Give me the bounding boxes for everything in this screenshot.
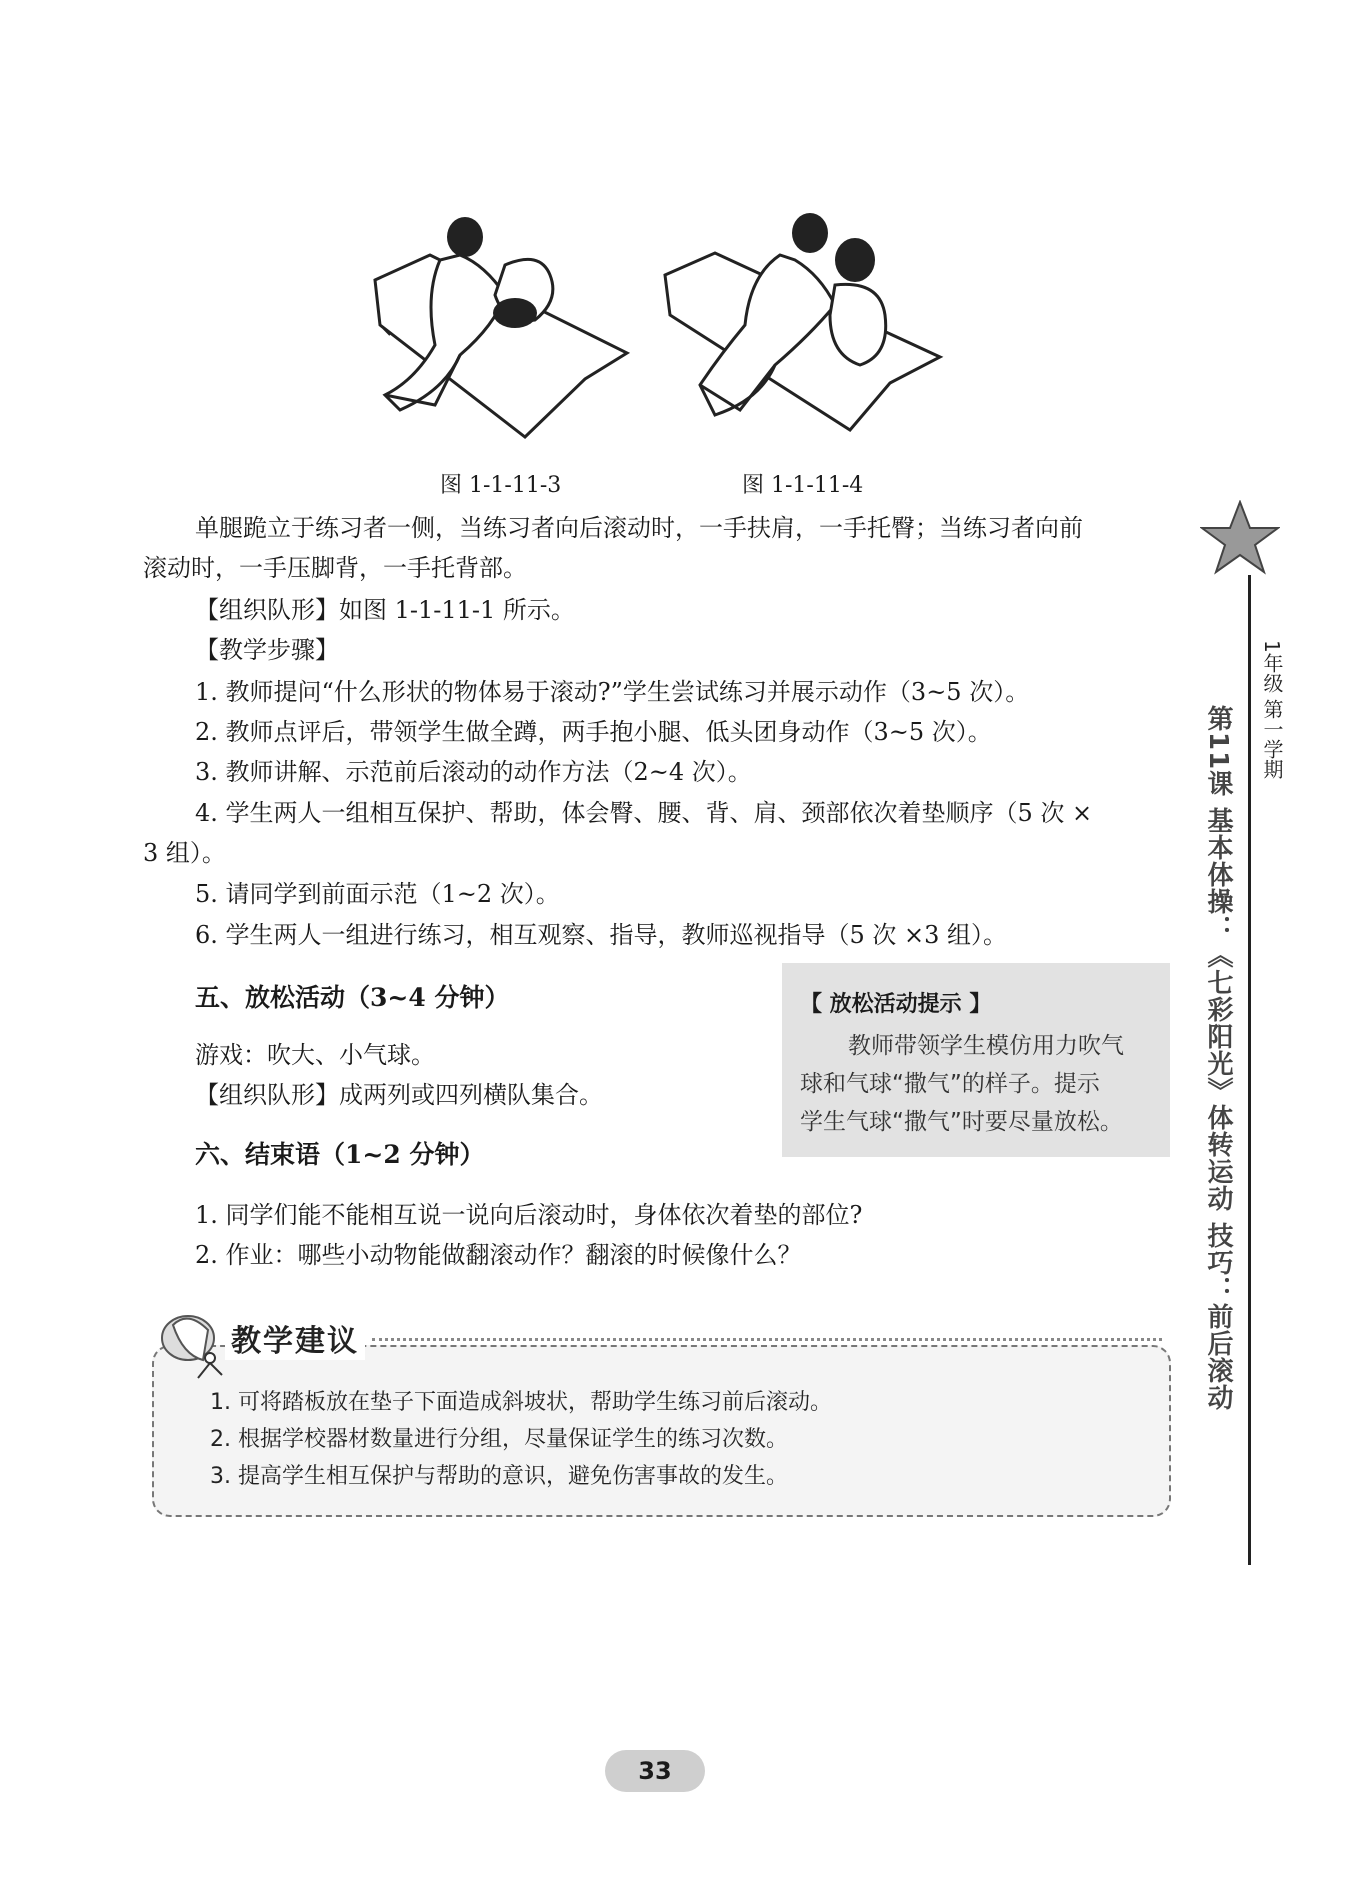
tip-line: 教师带领学生模仿用力吹气 [848, 1033, 1124, 1059]
teaching-suggestions-title: 教学建议 [225, 1316, 365, 1360]
paragraph-line: 滚动时，一手压脚背，一手托背部。 [143, 554, 527, 582]
figure-1-1-11-4 [660, 205, 950, 440]
star-icon [1200, 500, 1280, 575]
step-item: 3 组）。 [143, 839, 226, 867]
section-closing-title: 六、结束语（1~2 分钟） [195, 1140, 485, 1169]
closing-item: 2. 作业：哪些小动物能做翻滚动作？翻滚的时候像什么？ [195, 1241, 802, 1269]
tip-line: 学生气球“撒气”时要尽量放松。 [800, 1109, 1123, 1135]
suggestion-item: 2. 根据学校器材数量进行分组，尽量保证学生的练习次数。 [210, 1427, 788, 1452]
step-item: 5. 请同学到前面示范（1~2 次）。 [195, 880, 560, 908]
sidebar-grade: 1年级 第一学期 [1260, 640, 1284, 780]
step-item: 3. 教师讲解、示范前后滚动的动作方法（2~4 次）。 [195, 758, 752, 786]
tip-title: 【 放松活动提示 】 [800, 992, 992, 1017]
title-dotted-line [372, 1338, 1162, 1341]
step-item: 6. 学生两人一组进行练习，相互观察、指导，教师巡视指导（5 次 ×3 组）。 [195, 921, 1008, 949]
step-item: 4. 学生两人一组相互保护、帮助，体会臀、腰、背、肩、颈部依次着垫顺序（5 次 × [195, 799, 1093, 827]
teaching-steps-title: 【教学步骤】 [195, 636, 339, 664]
tip-line: 球和气球“撒气”的样子。提示 [800, 1071, 1100, 1097]
step-item: 2. 教师点评后，带领学生做全蹲，两手抱小腿、低头团身动作（3~5 次）。 [195, 718, 992, 746]
paragraph-line: 单腿跪立于练习者一侧，当练习者向后滚动时，一手扶肩，一手托臀；当练习者向前 [195, 514, 1083, 542]
closing-item: 1. 同学们能不能相互说一说向后滚动时，身体依次着垫的部位? [195, 1201, 863, 1229]
step-item: 1. 教师提问“什么形状的物体易于滚动?”学生尝试练习并展示动作（3~5 次）。 [195, 678, 1030, 706]
page-number: 33 [605, 1750, 705, 1792]
section-relax-title: 五、放松活动（3~4 分钟） [195, 983, 510, 1012]
sidebar-lesson: 第11课 基本体操：《七彩阳光》体转运动 技巧：前后滚动 [1203, 705, 1233, 1412]
figure-caption-2: 图 1-1-11-4 [742, 473, 864, 498]
game-text: 游戏：吹大、小气球。 [195, 1041, 435, 1069]
relax-tip-box [782, 963, 1170, 1157]
figure-1-1-11-3 [365, 205, 645, 445]
suggestion-item: 3. 提高学生相互保护与帮助的意识，避免伤害事故的发生。 [210, 1464, 788, 1489]
sidebar-rule [1248, 575, 1251, 1565]
suggestion-item: 1. 可将踏板放在垫子下面造成斜坡状，帮助学生练习前后滚动。 [210, 1390, 832, 1415]
organization-formation: 【组织队形】如图 1-1-11-1 所示。 [195, 596, 575, 624]
organization-formation: 【组织队形】成两列或四列横队集合。 [195, 1081, 603, 1109]
figure-caption-1: 图 1-1-11-3 [440, 473, 562, 498]
